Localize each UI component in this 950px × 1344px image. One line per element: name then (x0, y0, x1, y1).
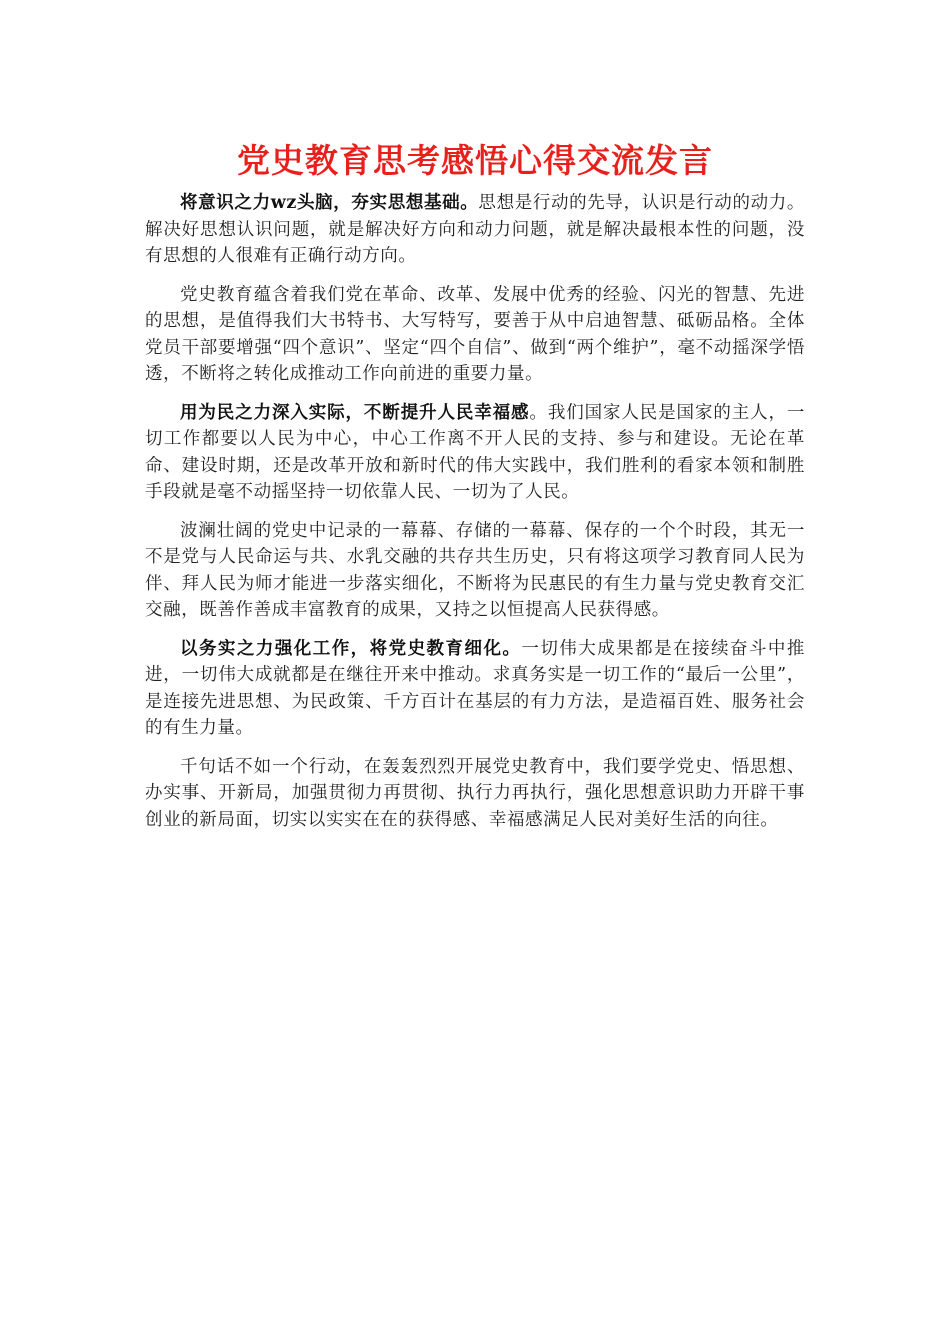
paragraph-1 (145, 190, 805, 270)
paragraph-5 (145, 636, 805, 742)
paragraph-4-text: 波澜壮阔的党史中记录的一幕幕、存储的一幕幕、保存的一个个时段，其无一不是党与人民命运与共、水乳交融的共存共生历史，只有将这项学习教育同人民为伴、拜人民为师才能进一步落实细化，不断将为民惠民的有生力量与党史教育交汇交融，既善作善成丰富教育的成果，又持之以恒提高人民获得感。 (145, 520, 805, 620)
document-body (145, 190, 805, 845)
paragraph-6 (145, 754, 805, 834)
paragraph-2 (145, 282, 805, 388)
paragraph-2-text: 党史教育蕴含着我们党在革命、改革、发展中优秀的经验、闪光的智慧、先进的思想，是值得我们大书特书、大写特写，要善于从中启迪智慧、砥砺品格。全体党员干部要增强“四个意识”、坚定“四个自信”、做到“两个维护”，毫不动摇深学悟透，不断将之转化成推动工作向前进的重要力量。 (145, 284, 805, 384)
paragraph-3-lead: 用为民之力深入实际，不断提升人民幸福感 (180, 402, 530, 423)
paragraph-3 (145, 400, 805, 506)
paragraph-4 (145, 518, 805, 624)
paragraph-5-text: 一切伟大成果都是在接续奋斗中推进，一切伟大成就都是在继往开来中推动。求真务实是一切工作的“最后一公里”，是连接先进思想、为民政策、千方百计在基层的有力方法，是造福百姓、服务社会的有生力量。 (145, 638, 805, 738)
paragraph-1-text: 思想是行动的先导，认识是行动的动力。解决好思想认识问题，就是解决好方向和动力问题，就是解决最根本性的问题，没有思想的人很难有正确行动方向。 (145, 193, 805, 266)
paragraph-1-lead: 将意识之力wz头脑，夯实思想基础。 (180, 193, 479, 213)
paragraph-6-text: 千句话不如一个行动，在轰轰烈烈开展党史教育中，我们要学党史、悟思想、办实事、开新局，加强贯彻力再贯彻、执行力再执行，强化思想意识助力开辟干事创业的新局面，切实以实实在在的获得感、幸福感满足人民对美好生活的向往。 (145, 756, 805, 830)
paragraph-5-lead: 以务实之力强化工作，将党史教育细化。 (180, 638, 522, 659)
document-title: 党史教育思考感悟心得交流发言 (237, 141, 713, 180)
paragraph-3-text: 。我们国家人民是国家的主人，一切工作都要以人民为中心，中心工作离不开人民的支持、参与和建设。无论在革命、建设时期，还是改革开放和新时代的伟大实践中，我们胜利的看家本领和制胜手段就是毫不动摇坚持一切依靠人民、一切为了人民。 (145, 402, 805, 502)
